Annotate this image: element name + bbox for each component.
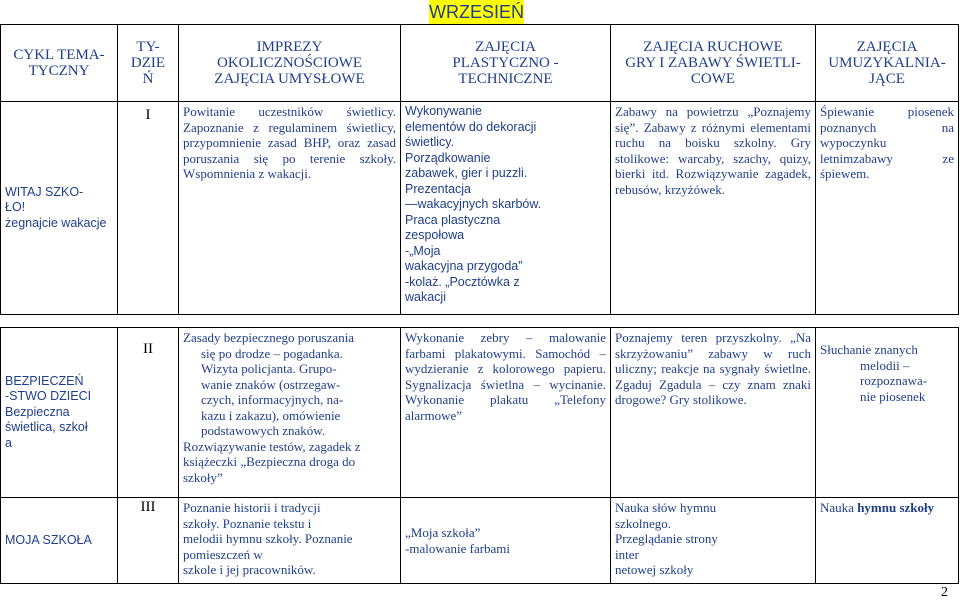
header-text: ZAJĘCIA — [475, 39, 536, 55]
table-row — [1, 102, 959, 315]
movement-line: Przeglądanie strony — [615, 531, 718, 546]
header-text: OKOLICZNOŚCIOWE — [217, 55, 362, 71]
music-line: nie piosenek — [860, 388, 926, 404]
week-cell: I — [118, 102, 179, 315]
theme-line: żegnajcie wakacje — [5, 215, 107, 230]
events-line: Poznanie historii i tradycji — [183, 500, 321, 515]
header-text: JĄCE — [869, 71, 905, 87]
header-text: DZIE — [130, 55, 166, 71]
header-events — [179, 25, 401, 102]
art-cell — [401, 498, 611, 584]
header-text: COWE — [690, 71, 736, 87]
events-line: szkoły” — [183, 469, 223, 485]
header-text: GRY I ZABAWY ŚWIETLI- — [625, 55, 801, 71]
music-text: Nauka — [820, 500, 858, 515]
week-cell: II — [118, 328, 179, 498]
row-spacer — [1, 315, 959, 328]
events-line: podstawowych znaków. — [201, 423, 326, 438]
theme-cell — [1, 102, 118, 315]
header-row — [1, 25, 959, 102]
theme-line: WITAJ SZKO- — [5, 184, 84, 199]
header-text: ZAJĘCIA — [856, 39, 918, 55]
music-line: rozpoznawa- — [860, 373, 928, 388]
theme-cell: MOJA SZKOŁA — [1, 498, 118, 584]
week-cell: III — [118, 498, 179, 584]
header-text: TYCZNY — [28, 63, 90, 79]
events-cell: Powitanie uczestników świetlicy. Zapoznanie z regulaminem świetlicy, przypomnienie zasad BHP, oraz zasad poruszania się po terenie szkoły. Wspomnienia z wakacji. — [179, 102, 401, 315]
schedule-table — [0, 24, 959, 584]
art-line: wakacyjna przygoda” — [405, 259, 523, 273]
movement-cell: Poznajemy teren przyszkolny. „Na skrzyżowaniu” zabawy w ruch uliczny; reakcje na sygnały świetlne. Zgaduj Zgadula – czy znam znaki drogowe? Gry stolikowe. — [611, 328, 816, 498]
events-line: książeczki „Bezpieczna droga do — [183, 454, 356, 469]
month-banner: WRZESIEŃ — [429, 2, 525, 22]
music-line: melodii – — [860, 357, 910, 373]
events-line: Rozwiązywanie testów, zagadek z — [183, 438, 361, 454]
header-cycle — [1, 25, 118, 102]
movement-line: netowej szkoły — [615, 562, 694, 577]
events-line: się po drodze – pogadanka. — [201, 345, 343, 361]
header-text: Ń — [142, 71, 154, 87]
events-cell — [179, 328, 401, 498]
events-line: kazu i zakazu), omówienie — [201, 407, 341, 423]
art-line: Prezentacja — [405, 181, 472, 196]
art-line: -kolaż. „Pocztówka z — [405, 274, 520, 289]
theme-line: świetlica, szkoł — [5, 420, 88, 435]
theme-line: ŁO! — [5, 200, 26, 215]
music-cell — [816, 498, 959, 584]
art-line: świetlicy. — [405, 135, 455, 149]
music-cell — [816, 328, 959, 498]
art-cell — [401, 102, 611, 315]
art-line: -malowanie farbami — [405, 540, 511, 556]
events-line: Zasady bezpiecznego poruszania — [183, 330, 355, 345]
music-line: Słuchanie znanych — [820, 342, 918, 357]
theme-line: BEZPIECZEŃ — [5, 373, 84, 388]
art-line: Porządkowanie — [405, 150, 491, 165]
art-line: zespołowa — [405, 228, 465, 242]
events-line: czych, informacyjnych, na- — [201, 392, 344, 407]
art-line: Praca plastyczna — [405, 212, 501, 227]
art-line: „Moja szkoła” — [405, 525, 481, 540]
header-movement — [611, 25, 816, 102]
header-text: UMUZYKALNIA- — [828, 55, 946, 71]
header-text: PLASTYCZNO - — [452, 55, 559, 71]
art-line: -„Moja — [405, 243, 441, 258]
movement-line: szkolnego. — [615, 515, 671, 531]
header-text: ZAJĘCIA UMYSŁOWE — [214, 71, 365, 87]
events-line: melodii hymnu szkoły. Poznanie — [183, 531, 353, 546]
events-line: wanie znaków (ostrzegaw- — [201, 376, 341, 392]
page-number: 2 — [941, 585, 948, 600]
events-line: pomieszczeń w — [183, 546, 263, 562]
table-row — [1, 498, 959, 584]
events-line: szkoły. Poznanie tekstu i — [183, 515, 312, 531]
movement-line: Nauka słów hymnu — [615, 500, 717, 515]
art-cell: Wykonanie zebry – malowanie farbami plakatowymi. Samochód – wydzieranie z kolorowego papieru. Sygnalizacja świetlna – wycinanie. Wykonanie plakatu „Telefony alarmowe” — [401, 328, 611, 498]
art-line: zabawek, gier i puzzli. — [405, 166, 528, 180]
art-line: Wykonywanie — [405, 104, 483, 118]
movement-line: inter — [615, 546, 639, 562]
music-cell: Śpiewanie piosenek poznanych na wypoczynku letnimzabawy ze śpiewem. — [816, 102, 959, 315]
art-line: elementów do dekoracji — [405, 119, 537, 134]
header-text: TY- — [136, 39, 160, 55]
movement-cell — [611, 498, 816, 584]
header-text: IMPREZY — [256, 39, 323, 55]
header-text: CYKL TEMA- — [13, 47, 105, 63]
music-text-bold: hymnu szkoły — [857, 500, 935, 515]
art-line: wakacji — [405, 290, 446, 304]
header-art — [401, 25, 611, 102]
events-line: Wizyta policjanta. Grupo- — [201, 361, 337, 376]
art-line: —wakacyjnych skarbów. — [405, 197, 542, 211]
header-week — [118, 25, 179, 102]
theme-line: -STWO DZIECI — [5, 389, 92, 404]
header-text: TECHNICZNE — [458, 71, 553, 87]
theme-line: a — [5, 435, 12, 450]
events-cell — [179, 498, 401, 584]
events-line: szkole i jej pracowników. — [183, 562, 316, 577]
header-music — [816, 25, 959, 102]
movement-cell: Zabawy na powietrzu „Poznajemy się”. Zabawy z różnymi elementami ruchu na boisku szkolny. Gry stolikowe: warcaby, szachy, quizy, bierki itd. Rozwiązywanie zagadek, rebusów, krzyżówek. — [611, 102, 816, 315]
header-text: ZAJĘCIA RUCHOWE — [643, 39, 783, 55]
theme-cell — [1, 328, 118, 498]
table-row — [1, 328, 959, 498]
theme-line: Bezpieczna — [5, 404, 70, 419]
